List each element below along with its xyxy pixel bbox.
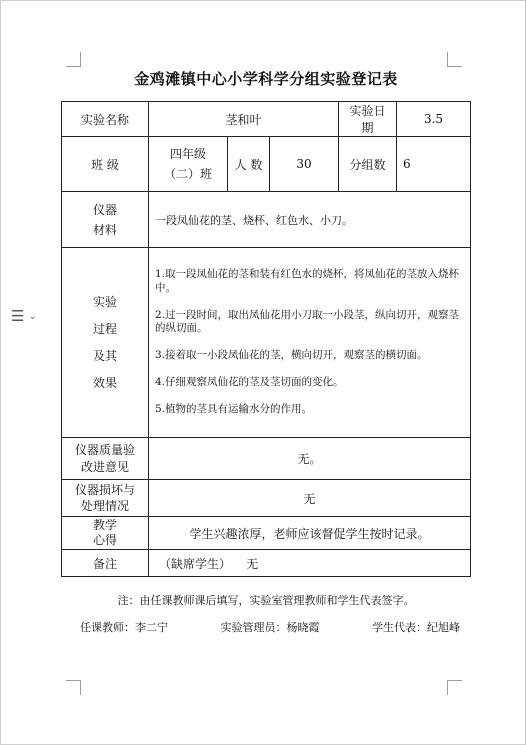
experiment-date-value: 3.5 <box>397 102 471 137</box>
process-step: 2.过一段时间，取出凤仙花用小刀取一小段茎，纵向切开，观察茎的纵切面。 <box>155 308 460 335</box>
process-label-line-4: 效果 <box>92 375 117 390</box>
people-label: 人 数 <box>228 137 270 192</box>
class-value <box>149 137 228 192</box>
experiment-date-label: 实验日期 <box>339 102 397 137</box>
materials-value: 一段凤仙花的茎、烧杯、红色水、小刀。 <box>149 192 471 248</box>
class-value-line-1: 四年级 <box>169 147 206 161</box>
crop-mark-top-left <box>66 52 81 67</box>
quality-value: 无。 <box>149 438 471 480</box>
process-label-line-3: 及其 <box>92 348 117 363</box>
process-label <box>62 248 149 438</box>
layout-options-button[interactable] <box>11 305 49 327</box>
damage-label <box>62 480 149 517</box>
table-row <box>62 102 471 137</box>
teaching-label <box>62 517 149 550</box>
table-row <box>62 550 471 577</box>
table-row <box>62 137 471 192</box>
document-icon: ☰ <box>11 306 25 325</box>
quality-label-line-1: 仪器质量验 <box>74 442 135 457</box>
table-row <box>62 192 471 248</box>
quality-label-line-2: 改进意见 <box>80 459 129 474</box>
people-value: 30 <box>270 137 339 192</box>
materials-label <box>62 192 149 248</box>
experiment-name-value: 茎和叶 <box>149 102 339 137</box>
table-row <box>62 248 471 438</box>
remark-label: 备注 <box>62 550 149 577</box>
process-step: 3.接着取一小段凤仙花的茎，横向切开，观察茎的横切面。 <box>155 349 428 362</box>
page-title: 金鸡滩镇中心小学科学分组实验登记表 <box>134 70 398 88</box>
crop-mark-bottom-left <box>66 680 81 695</box>
table-row <box>62 480 471 517</box>
student-signature: 学生代表：纪旭峰 <box>372 621 460 634</box>
crop-mark-top-right <box>447 52 462 67</box>
materials-label-line-2: 材料 <box>92 222 117 237</box>
chevron-down-icon: ⌄ <box>28 310 37 322</box>
quality-label <box>62 438 149 480</box>
teacher-signature: 任课教师：李二宁 <box>80 621 168 634</box>
damage-label-line-1: 仪器损坏与 <box>74 483 135 497</box>
process-step: 1.取一段凤仙花的茎和装有红色水的烧杯，将凤仙花的茎放入烧杯中。 <box>155 268 460 294</box>
teaching-label-line-2: 心得 <box>92 533 117 547</box>
process-label-line-1: 实验 <box>92 294 117 309</box>
teaching-value: 学生兴趣浓厚，老师应该督促学生按时记录。 <box>149 517 471 550</box>
groups-label: 分组数 <box>339 137 397 192</box>
class-value-line-2: （二）班 <box>163 167 212 181</box>
signature-line <box>80 619 460 635</box>
class-label: 班 级 <box>62 137 149 192</box>
process-label-line-2: 过程 <box>92 321 117 336</box>
process-steps <box>149 248 471 438</box>
process-step: 5.植物的茎具有运输水分的作用。 <box>155 403 313 416</box>
footnote: 注：由任课教师课后填写，实验室管理教师和学生代表签字。 <box>117 594 415 607</box>
registration-table <box>61 101 471 577</box>
crop-mark-bottom-right <box>447 680 462 695</box>
groups-value: 6 <box>397 137 471 192</box>
teaching-label-line-1: 教学 <box>92 518 117 532</box>
experiment-name-label: 实验名称 <box>62 102 149 137</box>
table-row <box>62 438 471 480</box>
manager-signature: 实验管理员：杨晓霞 <box>220 621 320 634</box>
damage-label-line-2: 处理情况 <box>80 499 129 513</box>
materials-label-line-1: 仪器 <box>92 202 117 217</box>
process-step: 4.仔细观察凤仙花的茎及茎切面的变化。 <box>155 376 344 389</box>
damage-value: 无 <box>149 480 471 517</box>
table-row <box>62 517 471 550</box>
remark-value: （缺席学生） 无 <box>149 550 471 577</box>
